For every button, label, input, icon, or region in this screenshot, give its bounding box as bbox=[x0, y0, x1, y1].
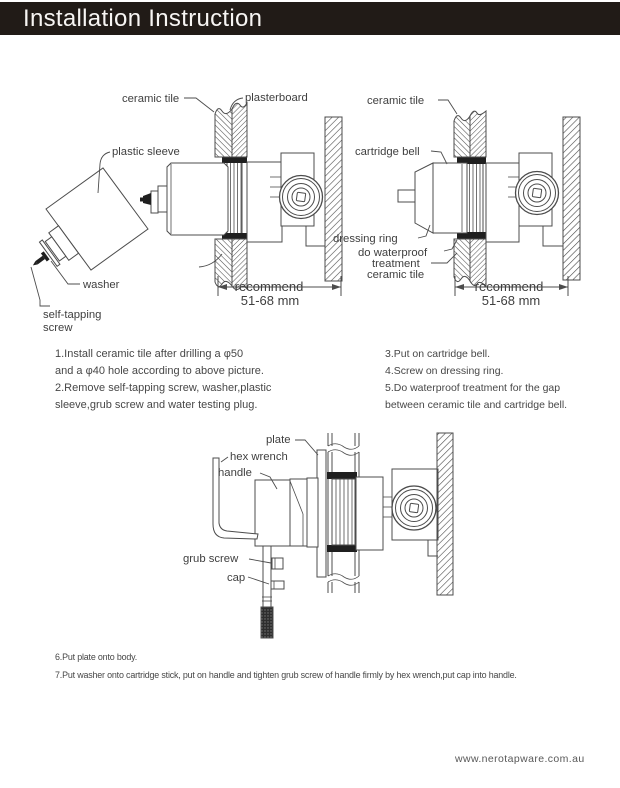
label-ceramic-tile: ceramic tile bbox=[367, 95, 425, 107]
diagram-cartridge-bell bbox=[330, 85, 620, 345]
instruction-line: and a φ40 hole according to above picture. bbox=[55, 365, 264, 377]
instruction-line: 1.Install ceramic tile after drilling a φ50 bbox=[55, 348, 244, 360]
wall-mount-body bbox=[247, 153, 325, 246]
instruction-line: sleeve,grub screw and water testing plug. bbox=[55, 399, 258, 411]
dimension-value: 51-68 mm bbox=[481, 293, 541, 308]
cartridge-stick bbox=[398, 190, 415, 202]
dimension-value: 51-68 mm bbox=[240, 293, 300, 308]
wall-mount-body bbox=[356, 469, 438, 556]
label-hex-wrench: hex wrench bbox=[230, 451, 288, 463]
stud-wall bbox=[437, 433, 453, 595]
cap-part bbox=[271, 581, 284, 589]
label-do-waterproof-2: treatment bbox=[372, 258, 420, 270]
label-self-tapping-screw-1: self-tapping bbox=[43, 309, 102, 321]
page-title: Installation Instruction bbox=[23, 4, 263, 32]
label-do-waterproof-1: do waterproof bbox=[358, 247, 428, 259]
instruction-line: 4.Screw on dressing ring. bbox=[385, 365, 504, 377]
knurled-stick-end bbox=[261, 607, 273, 638]
instructions-steps-6-7 bbox=[55, 649, 517, 684]
instruction-line: 7.Put washer onto cartridge stick, put on handle and tighten grub screw of handle firmly by hex wrench,put cap into handle. bbox=[55, 669, 517, 681]
valve-cartridge-body bbox=[140, 163, 228, 235]
valve-socket bbox=[280, 176, 323, 219]
label-do-waterproof-3: ceramic tile bbox=[367, 269, 425, 281]
label-plasterboard: plasterboard bbox=[245, 92, 308, 104]
dimension-recommend bbox=[218, 276, 341, 308]
tile-column bbox=[327, 433, 359, 593]
label-cap: cap bbox=[227, 572, 246, 584]
recommend-label: recommend bbox=[474, 279, 544, 294]
plastic-sleeve-assembly bbox=[23, 168, 148, 279]
valve-socket bbox=[392, 486, 436, 530]
self-tapping-screw-part bbox=[30, 251, 50, 269]
header-bar bbox=[0, 2, 620, 35]
label-plate: plate bbox=[266, 434, 291, 446]
handle-part bbox=[255, 480, 290, 546]
recommend-label: recommend bbox=[234, 279, 304, 294]
label-dressing-ring: dressing ring bbox=[333, 233, 398, 245]
stud-wall bbox=[563, 117, 580, 280]
label-self-tapping-screw-2: screw bbox=[43, 322, 73, 334]
wall-mount-body bbox=[486, 153, 563, 246]
instruction-line: between ceramic tile and cartridge bell. bbox=[385, 399, 568, 411]
diagram-handle-assembly bbox=[150, 425, 470, 650]
website-url: www.nerotapware.com.au bbox=[455, 753, 585, 765]
instruction-line: 6.Put plate onto body. bbox=[55, 652, 138, 663]
valve-socket bbox=[516, 172, 559, 215]
label-cartridge-bell: cartridge bell bbox=[355, 146, 420, 158]
cartridge-stick bbox=[263, 546, 271, 607]
label-handle: handle bbox=[218, 467, 252, 479]
cartridge-bell-part bbox=[398, 163, 467, 233]
instruction-line: 2.Remove self-tapping screw, washer,plastic bbox=[55, 382, 272, 394]
label-plastic-sleeve: plastic sleeve bbox=[112, 146, 180, 158]
label-grub-screw: grub screw bbox=[183, 553, 239, 565]
instructions-steps-1-2 bbox=[55, 346, 271, 414]
instructions-steps-3-5 bbox=[385, 346, 567, 414]
label-ceramic-tile: ceramic tile bbox=[122, 93, 180, 105]
instruction-line: 5.Do waterproof treatment for the gap bbox=[385, 382, 561, 394]
grub-screw-part bbox=[272, 558, 283, 569]
diagram-wall-drilling bbox=[25, 85, 345, 345]
instruction-line: 3.Put on cartridge bell. bbox=[385, 348, 491, 360]
plate-and-handle bbox=[255, 450, 326, 638]
label-washer: washer bbox=[83, 279, 120, 291]
